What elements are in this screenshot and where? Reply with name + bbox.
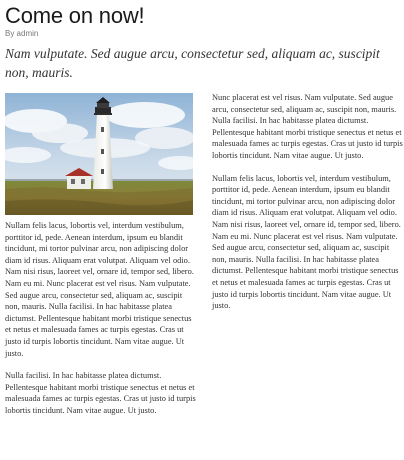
left-paragraph-2: Nulla facilisi. In hac habitasse platea dictumst. Pellentesque habitant morbi tristique senectus et netus et malesuada fames ac turpis egestas. Cras ut justo id turpis lobortis tincidunt. Nam vitae augue. Ut justo. bbox=[5, 371, 196, 415]
lighthouse-photo bbox=[5, 93, 193, 215]
right-paragraph-1: Nunc placerat est vel risus. Nam vulputate. Sed augue arcu, consectetur sed, aliquam ac, suscipit non, mauris. Nulla facilisi. In hac habitasse platea dictumst. Pellentesque habitant morbi tristique senectus et netus et malesuada fames ac turpis egestas. Cras ut justo id turpis lobortis tincidunt. Nam vitae augue. Ut justo. bbox=[212, 93, 403, 160]
right-paragraph-2: Nullam felis lacus, lobortis vel, interdum vestibulum, porttitor id, pede. Aenean interdum, ipsum eu blandit tincidunt, mi tortor pulvinar arcu, non adipiscing dolor diam id risus. Aliquam erat volutpat. Aliquam vel odio. Nam nisi risus, laoreet vel, ornare id, tempor sed, libero. Nam eu mi. Nunc placerat est vel risus. Nam vulputate. Sed augue arcu, consectetur sed, aliquam ac, suscipit non, mauris. Nulla facilisi. In hac habitasse platea dictumst. Pellentesque habitant morbi tristique senectus et netus et malesuada fames ac turpis egestas. Cras ut justo id turpis lobortis tincidunt. Nam vitae augue. Ut justo. bbox=[212, 173, 401, 311]
article-title: Come on now! bbox=[5, 3, 145, 28]
left-paragraph-1: Nullam felis lacus, lobortis vel, interdum vestibulum, porttitor id, pede. Aenean interdum, ipsum eu blandit tincidunt, mi tortor pulvinar arcu, non adipiscing dolor diam id risus. Aliquam erat volutpat. Aliquam vel odio. Nam nisi risus, laoreet vel, ornare id, tempor sed, libero. Nam eu mi. Nunc placerat est vel risus. Nam vulputate. Sed augue arcu, consectetur sed, aliquam ac, suscipit non, mauris. Nulla facilisi. In hac habitasse platea dictumst. Pellentesque habitant morbi tristique senectus et netus et malesuada fames ac turpis egestas. Cras ut justo id turpis lobortis tincidunt. Nam vitae augue. Ut justo. bbox=[5, 221, 194, 358]
right-column bbox=[212, 92, 404, 312]
article-byline: By admin bbox=[5, 29, 39, 38]
article bbox=[5, 3, 403, 415]
left-column bbox=[5, 92, 197, 417]
article-lede: Nam vulputate. Sed augue arcu, consectetur sed, aliquam ac, suscipit non, mauris. bbox=[5, 46, 380, 80]
